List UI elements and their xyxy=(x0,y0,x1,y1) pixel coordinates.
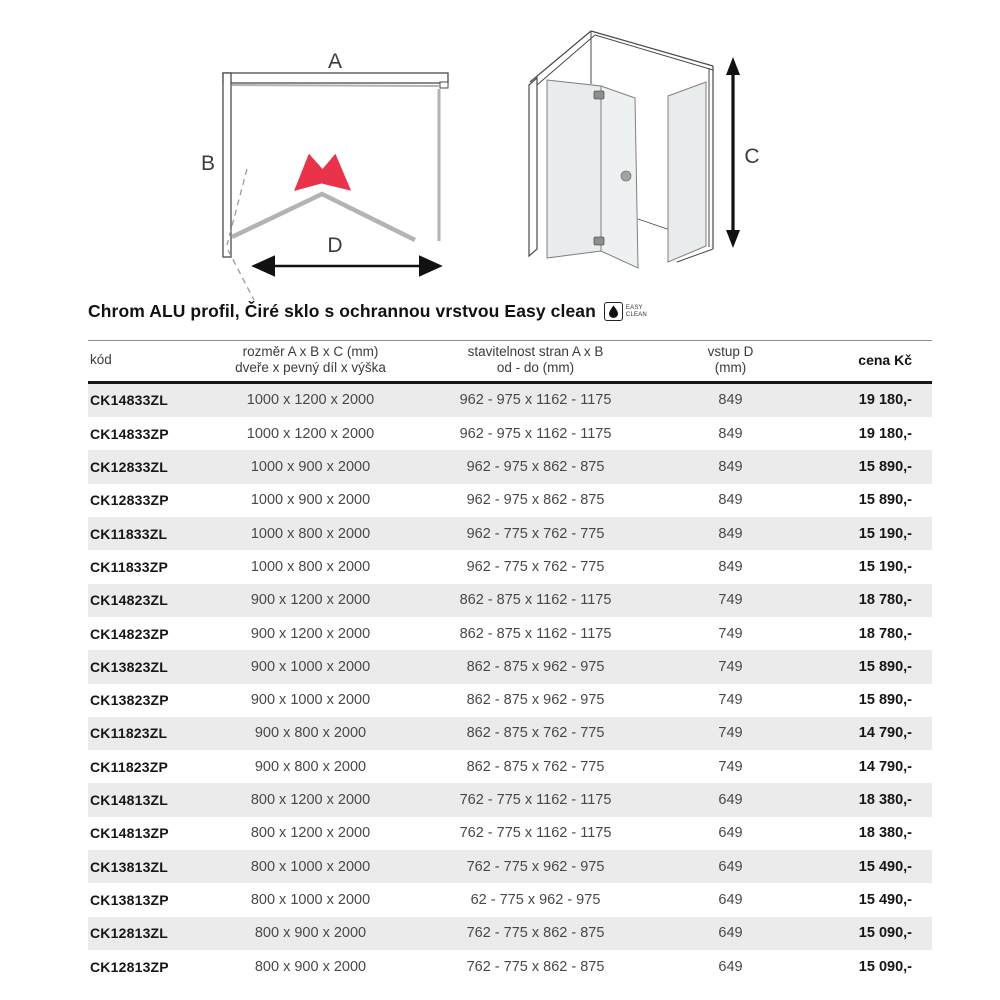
column-header-cena-label: cena Kč xyxy=(858,351,912,368)
table-row xyxy=(88,450,932,483)
cena-cell: 15 490,- xyxy=(858,891,912,908)
dim-label-d: D xyxy=(327,234,343,257)
fixed-glass-panel xyxy=(668,82,706,262)
kod-cell: CK14823ZP xyxy=(90,625,169,642)
door-knob xyxy=(621,171,631,181)
rozmer-cell: 900 x 1000 x 2000 xyxy=(250,692,371,709)
easy-clean-label xyxy=(626,305,647,319)
kod-cell: CK11833ZL xyxy=(90,525,168,542)
dim-label-a: A xyxy=(327,50,343,73)
vstup-cell: 649 xyxy=(718,792,743,809)
rozmer-cell: 800 x 900 x 2000 xyxy=(254,925,367,942)
kod-cell: CK14823ZL xyxy=(90,592,169,609)
stavitelnost-cell: 962 - 775 x 762 - 775 xyxy=(466,525,605,542)
door-ghost-dash-2 xyxy=(228,250,254,300)
rozmer-cell: 800 x 1000 x 2000 xyxy=(250,858,371,875)
stavitelnost-cell: 862 - 875 x 962 - 975 xyxy=(466,658,605,675)
table-row xyxy=(88,650,932,683)
stavitelnost-cell: 762 - 775 x 1162 - 1175 xyxy=(459,792,612,809)
opening-floor-edge xyxy=(638,219,670,230)
kod-cell: CK14833ZL xyxy=(90,392,169,409)
table-row xyxy=(88,484,932,517)
stavitelnost-cell: 762 - 775 x 862 - 875 xyxy=(466,958,605,975)
frame-top-right-outer xyxy=(591,31,713,66)
kod-cell: CK14833ZP xyxy=(90,425,169,442)
kod-cell: CK11833ZP xyxy=(90,558,169,575)
table-row xyxy=(88,584,932,617)
rozmer-cell: 800 x 1200 x 2000 xyxy=(250,792,371,809)
cena-cell: 18 380,- xyxy=(858,825,912,842)
kod-cell: CK12833ZL xyxy=(90,459,169,476)
droplet-icon xyxy=(604,302,623,321)
rozmer-cell: 800 x 900 x 2000 xyxy=(254,958,367,975)
title-row xyxy=(88,301,948,322)
dim-label-c: C xyxy=(744,145,760,168)
easy-clean-line2: CLEAN xyxy=(625,311,647,318)
vstup-cell: 649 xyxy=(718,858,743,875)
door-glass-fixed-leaf xyxy=(547,80,601,258)
wall-top-bar-end-tab xyxy=(440,82,448,88)
vstup-cell: 649 xyxy=(718,891,743,908)
kod-cell: CK13813ZL xyxy=(90,858,169,875)
cena-cell: 15 490,- xyxy=(858,858,912,875)
rozmer-cell: 1000 x 1200 x 2000 xyxy=(246,425,375,442)
column-header-vstup-sublabel: (mm) xyxy=(714,359,747,375)
cena-cell: 19 180,- xyxy=(858,392,912,409)
folding-door xyxy=(232,194,415,240)
cena-cell: 18 780,- xyxy=(858,625,912,642)
column-header-cena xyxy=(813,341,932,383)
stavitelnost-cell: 862 - 875 x 762 - 775 xyxy=(466,758,605,775)
kod-cell: CK11823ZP xyxy=(90,758,169,775)
kod-cell: CK12813ZL xyxy=(90,925,169,942)
hinge-top xyxy=(594,91,604,99)
cena-cell: 15 090,- xyxy=(858,925,912,942)
stavitelnost-cell: 862 - 875 x 962 - 975 xyxy=(466,692,605,709)
frame-top-left-inner xyxy=(537,35,595,85)
glass-top-edge xyxy=(232,85,439,86)
table-row xyxy=(88,684,932,717)
column-header-vstup-label: vstup D xyxy=(707,344,754,359)
rozmer-cell: 900 x 800 x 2000 xyxy=(254,758,367,775)
kod-cell: CK13813ZP xyxy=(90,891,169,908)
vstup-cell: 849 xyxy=(718,558,743,575)
column-header-rozmer-label: rozměr A x B x C (mm) xyxy=(242,344,379,359)
stavitelnost-cell: 962 - 975 x 1162 - 1175 xyxy=(459,425,612,442)
rozmer-cell: 900 x 1000 x 2000 xyxy=(250,658,371,675)
cena-cell: 19 180,- xyxy=(858,425,912,442)
stavitelnost-cell: 762 - 775 x 862 - 875 xyxy=(466,925,605,942)
rozmer-cell: 1000 x 900 x 2000 xyxy=(250,459,371,476)
cena-cell: 18 780,- xyxy=(858,592,912,609)
vstup-cell: 649 xyxy=(718,958,743,975)
dim-arrow-c-head-top xyxy=(726,57,740,75)
cena-cell: 15 890,- xyxy=(858,658,912,675)
page-title: Chrom ALU profil, Čiré sklo s ochrannou vrstvou Easy clean xyxy=(88,301,596,321)
cena-cell: 14 790,- xyxy=(858,725,912,742)
column-header-kod-label: kód xyxy=(90,351,112,367)
wall-top-bar xyxy=(223,73,448,83)
rozmer-cell: 1000 x 1200 x 2000 xyxy=(246,392,375,409)
table-row xyxy=(88,917,932,950)
stavitelnost-cell: 962 - 975 x 1162 - 1175 xyxy=(459,392,612,409)
table-row xyxy=(88,717,932,750)
vstup-cell: 849 xyxy=(718,459,743,476)
vstup-cell: 749 xyxy=(718,725,743,742)
perspective-view-diagram xyxy=(513,10,773,305)
column-header-kod xyxy=(88,341,198,383)
column-header-vstup xyxy=(648,341,813,383)
rozmer-cell: 900 x 800 x 2000 xyxy=(254,725,367,742)
vstup-cell: 849 xyxy=(718,492,743,509)
wall-profile xyxy=(529,78,537,256)
vstup-cell: 849 xyxy=(718,392,743,409)
table-row xyxy=(88,850,932,883)
cena-cell: 15 890,- xyxy=(858,492,912,509)
stavitelnost-cell: 762 - 775 x 1162 - 1175 xyxy=(459,825,612,842)
table-row xyxy=(88,750,932,783)
kod-cell: CK12813ZP xyxy=(90,958,169,975)
rozmer-cell: 900 x 1200 x 2000 xyxy=(250,625,371,642)
cena-cell: 15 090,- xyxy=(858,958,912,975)
rozmer-cell: 1000 x 900 x 2000 xyxy=(250,492,371,509)
cena-cell: 15 890,- xyxy=(858,692,912,709)
table-row xyxy=(88,783,932,816)
table-row xyxy=(88,382,932,417)
kod-cell: CK13823ZL xyxy=(90,658,169,675)
column-header-stavitelnost-label: stavitelnost stran A x B xyxy=(467,344,604,359)
column-header-rozmer xyxy=(198,341,423,383)
cena-cell: 15 190,- xyxy=(858,525,912,542)
stavitelnost-cell: 862 - 875 x 762 - 775 xyxy=(466,725,605,742)
easy-clean-badge xyxy=(604,302,647,321)
table-row xyxy=(88,950,932,983)
vstup-cell: 749 xyxy=(718,592,743,609)
vstup-cell: 749 xyxy=(718,758,743,775)
table-row xyxy=(88,417,932,450)
vstup-cell: 849 xyxy=(718,525,743,542)
rozmer-cell: 800 x 1000 x 2000 xyxy=(250,891,371,908)
easy-clean-line1: EASY xyxy=(625,304,643,311)
spec-table xyxy=(88,340,932,983)
table-row xyxy=(88,517,932,550)
table-row xyxy=(88,550,932,583)
stavitelnost-cell: 862 - 875 x 1162 - 1175 xyxy=(459,625,612,642)
cena-cell: 15 190,- xyxy=(858,558,912,575)
kod-cell: CK13823ZP xyxy=(90,692,169,709)
column-header-stavitelnost xyxy=(423,341,648,383)
table-header xyxy=(88,341,932,383)
stavitelnost-cell: 762 - 775 x 962 - 975 xyxy=(466,858,605,875)
column-header-stavitelnost-sublabel: od - do (mm) xyxy=(496,359,575,375)
vstup-cell: 749 xyxy=(718,658,743,675)
table-row xyxy=(88,817,932,850)
kod-cell: CK14813ZP xyxy=(90,825,169,842)
stavitelnost-cell: 962 - 975 x 862 - 875 xyxy=(466,459,605,476)
dim-label-b: B xyxy=(200,152,216,175)
column-header-rozmer-sublabel: dveře x pevný díl x výška xyxy=(235,359,386,375)
door-glass-hinged-leaf xyxy=(601,86,638,268)
cena-cell: 18 380,- xyxy=(858,792,912,809)
stavitelnost-cell: 62 - 775 x 962 - 975 xyxy=(470,891,601,908)
vstup-cell: 649 xyxy=(718,925,743,942)
hinge-bottom xyxy=(594,237,604,245)
stavitelnost-cell: 962 - 775 x 762 - 775 xyxy=(466,558,605,575)
top-view-diagram xyxy=(178,36,468,304)
table-row xyxy=(88,617,932,650)
kod-cell: CK12833ZP xyxy=(90,492,169,509)
rozmer-cell: 800 x 1200 x 2000 xyxy=(250,825,371,842)
wall-left-bar xyxy=(223,73,231,257)
vstup-cell: 749 xyxy=(718,692,743,709)
cena-cell: 15 890,- xyxy=(858,459,912,476)
frame-top-right-inner xyxy=(595,35,713,70)
stavitelnost-cell: 862 - 875 x 1162 - 1175 xyxy=(459,592,612,609)
rozmer-cell: 900 x 1200 x 2000 xyxy=(250,592,371,609)
rozmer-cell: 1000 x 800 x 2000 xyxy=(250,558,371,575)
rozmer-cell: 1000 x 800 x 2000 xyxy=(250,525,371,542)
stavitelnost-cell: 962 - 975 x 862 - 875 xyxy=(466,492,605,509)
dim-arrow-c-head-bottom xyxy=(726,230,740,248)
frame-top-left-outer xyxy=(530,31,591,82)
table-body xyxy=(88,382,932,983)
cena-cell: 14 790,- xyxy=(858,758,912,775)
kod-cell: CK11823ZL xyxy=(90,725,168,742)
vstup-cell: 649 xyxy=(718,825,743,842)
vstup-cell: 849 xyxy=(718,425,743,442)
swing-arrow xyxy=(303,175,342,184)
kod-cell: CK14813ZL xyxy=(90,792,169,809)
table-row xyxy=(88,883,932,916)
vstup-cell: 749 xyxy=(718,625,743,642)
